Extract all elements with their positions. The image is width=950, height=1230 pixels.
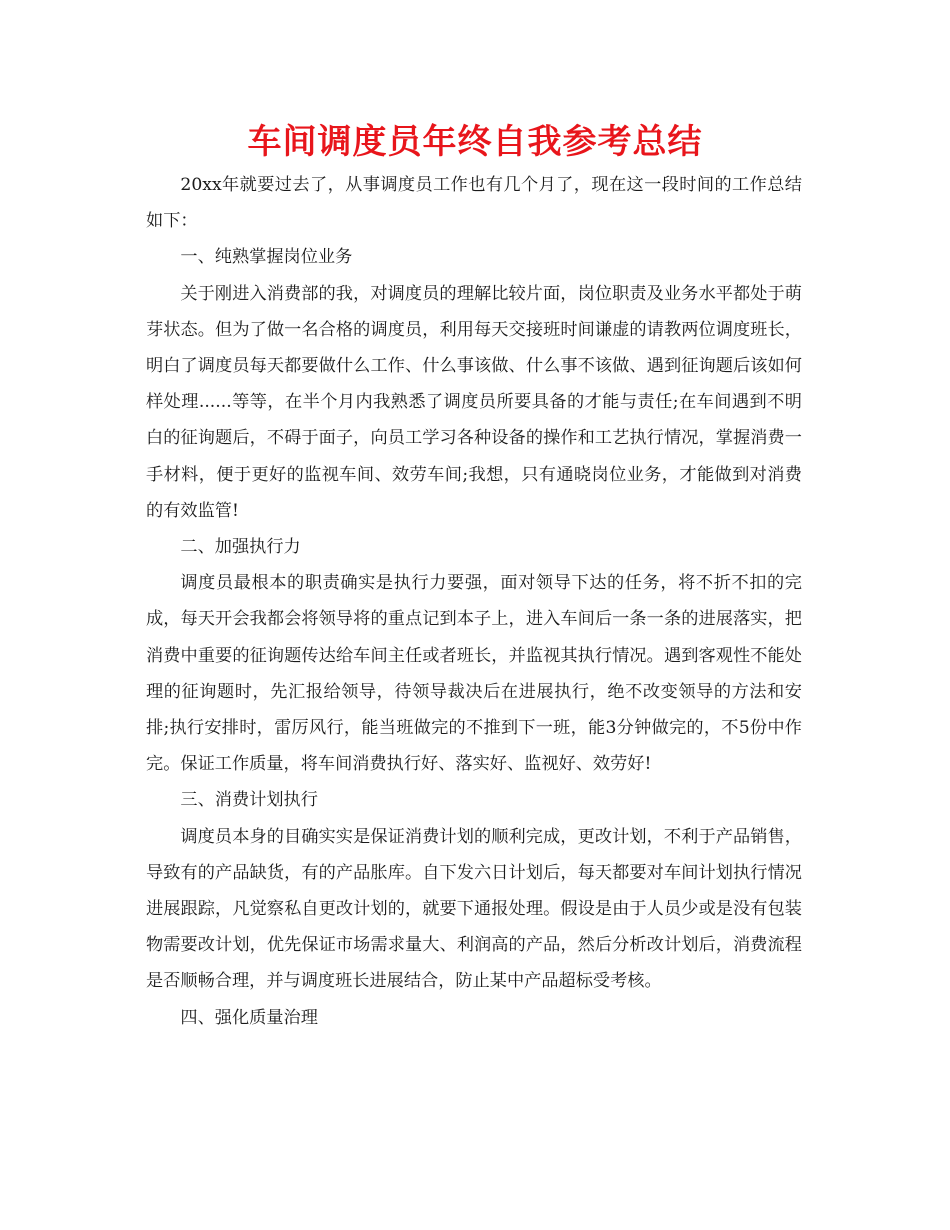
section-heading-2: 二、加强执行力 <box>180 537 301 558</box>
intro-paragraph: 20xx年就要过去了，从事调度员工作也有几个月了，现在这一段时间的工作总结如下： <box>146 175 802 232</box>
document-body <box>146 167 802 1036</box>
section-heading-1: 一、纯熟掌握岗位业务 <box>180 247 353 268</box>
section-paragraph-3: 调度员本身的目确实实是保证消费计划的顺利完成，更改计划，不利于产品销售，导致有的产品缺货，有的产品胀库。自下发六日计划后，每天都要对车间计划执行情况进展跟踪，凡觉察私自更改计划的，就要下通报处理。假设是由于人员少或是没有包装物需要改计划，优先保证市场需求量大、利润高的产品，然后分析改计划后，消费流程是否顺畅合理，并与调度班长进展结合，防止某中产品超标受考核。 <box>146 826 802 992</box>
document-title: 车间调度员年终自我参考总结 <box>247 122 703 162</box>
section-heading-4: 四、强化质量治理 <box>180 1007 318 1028</box>
section-paragraph-1: 关于刚进入消费部的我，对调度员的理解比较片面，岗位职责及业务水平都处于萌芽状态。但为了做一名合格的调度员，利用每天交接班时间谦虚的请教两位调度班长，明白了调度员每天都要做什么工作、什么事该做、什么事不该做、遇到征询题后该如何样处理......等等，在半个月内我熟悉了调度员所要具备的才能与责任;在车间遇到不明白的征询题后，不碍于面子，向员工学习各种设备的操作和工艺执行情况，掌握消费一手材料，便于更好的监视车间、效劳车间;我想，只有通晓岗位业务，才能做到对消费的有效监管! <box>146 283 802 521</box>
section-heading-3: 三、消费计划执行 <box>180 790 318 811</box>
section-paragraph-2: 调度员最根本的职责确实是执行力要强，面对领导下达的任务，将不折不扣的完成，每天开会我都会将领导将的重点记到本子上，进入车间后一条一条的进展落实，把消费中重要的征询题传达给车间主任或者班长，并监视其执行情况。遇到客观性不能处理的征询题时，先汇报给领导，待领导裁决后在进展执行，绝不改变领导的方法和安排;执行安排时，雷厉风行，能当班做完的不推到下一班，能3分钟做完的，不5份中作完。保证工作质量，将车间消费执行好、落实好、监视好、效劳好! <box>146 573 802 775</box>
